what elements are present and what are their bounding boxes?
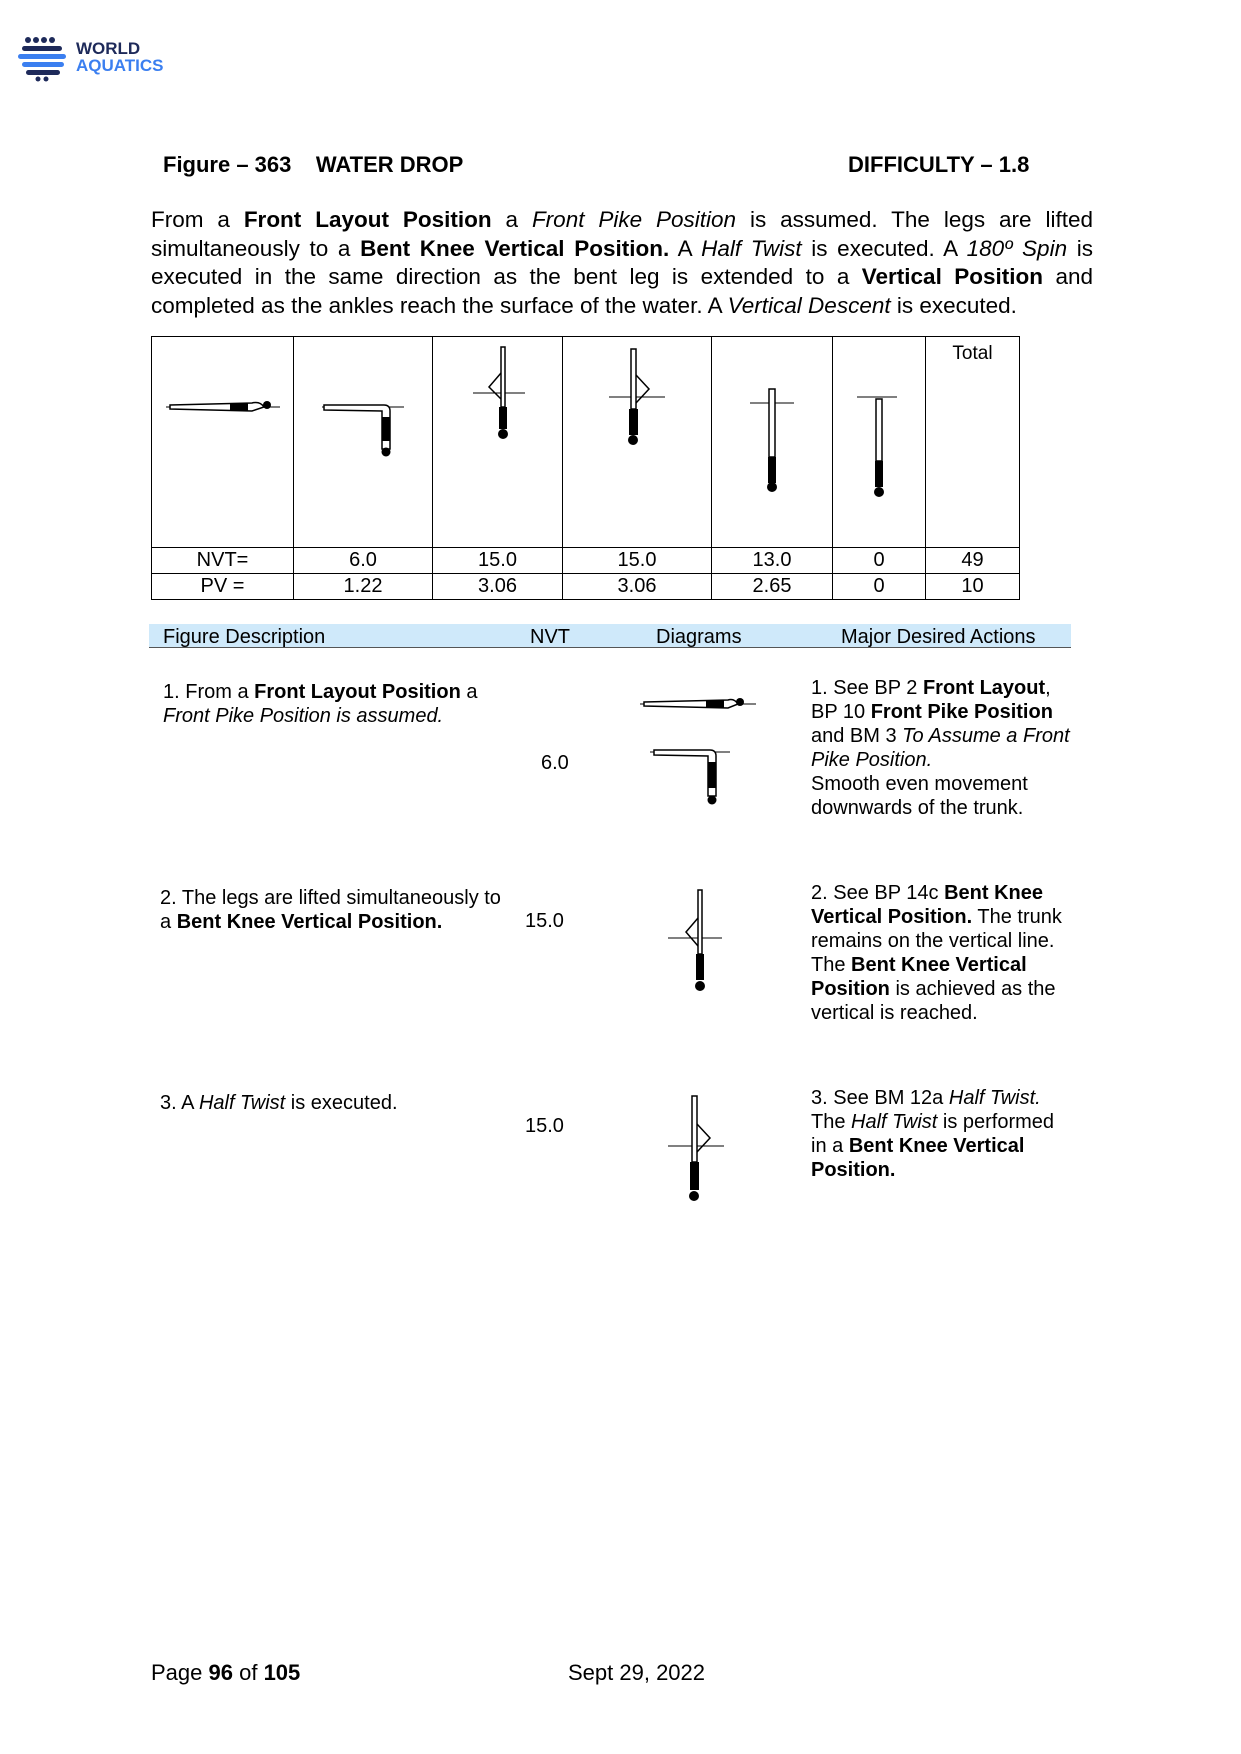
logo-wordmark <box>76 40 164 74</box>
difficulty-label: DIFFICULTY – 1.8 <box>848 152 1030 177</box>
total-header-cell <box>926 337 1020 548</box>
nvt-value: 13.0 <box>712 548 833 574</box>
diagram-cell-bent-knee <box>433 337 563 548</box>
diagram-cell-descent <box>833 337 926 548</box>
diagram-cell-front-layout <box>152 337 294 548</box>
nvt-value: 15.0 <box>563 548 712 574</box>
step-2-description: 2. The legs are lifted simultaneously to a Bent Knee Vertical Position. <box>160 887 501 933</box>
step-3-diagram <box>658 1090 732 1208</box>
col-diagrams: Diagrams <box>656 626 742 648</box>
nvt-total: 49 <box>926 548 1020 574</box>
diagram-cell-front-pike <box>294 337 433 548</box>
figure-title: Figure – 363 WATER DROP <box>163 152 464 177</box>
step-1-actions: 1. See BP 2 Front Layout, BP 10 Front Pike Position and BM 3 To Assume a Front Pike Position. Smooth even movement downwards of the trunk. <box>811 677 1070 819</box>
pv-row <box>152 574 1020 600</box>
footer-date: Sept 29, 2022 <box>568 1660 706 1685</box>
diagram-row <box>152 337 1020 548</box>
diagram-cell-half-twist <box>563 337 712 548</box>
col-nvt: NVT <box>530 626 570 648</box>
pv-value: 3.06 <box>563 574 712 600</box>
diagram-cell-spin <box>712 337 833 548</box>
step-3-nvt: 15.0 <box>525 1115 564 1137</box>
pv-value: 1.22 <box>294 574 433 600</box>
step-1-diagram <box>636 690 762 816</box>
pv-total: 10 <box>926 574 1020 600</box>
pv-label: PV = <box>152 574 294 600</box>
step-2-actions: 2. See BP 14c Bent Knee Vertical Position. The trunk remains on the vertical line. The Bent Knee Vertical Position is achieved as the vertical is reached. <box>811 882 1062 1024</box>
col-figure-description: Figure Description <box>163 626 326 648</box>
step-1-description: 1. From a Front Layout Position a Front Pike Position is assumed. <box>163 681 478 727</box>
intro-paragraph: From a Front Layout Position a Front Pike Position is assumed. The legs are lifted simultaneously to a Bent Knee Vertical Position. A Half Twist is executed. A 180º Spin is executed in the same direction as the bent leg is extended to a Vertical Position and completed as the ankles reach the surface of the water. A Vertical Descent is executed. <box>151 207 1094 318</box>
pv-value: 2.65 <box>712 574 833 600</box>
nvt-row <box>152 548 1020 574</box>
nvt-value: 15.0 <box>433 548 563 574</box>
score-table <box>151 336 1020 600</box>
nvt-value: 0 <box>833 548 926 574</box>
step-1-nvt: 6.0 <box>541 752 569 774</box>
logo-line2: AQUATICS <box>76 56 164 75</box>
nvt-label: NVT= <box>152 548 294 574</box>
description-header <box>149 624 1071 648</box>
nvt-value: 6.0 <box>294 548 433 574</box>
pv-value: 0 <box>833 574 926 600</box>
step-2-diagram <box>660 884 730 996</box>
page-number: Page 96 of 105 <box>151 1660 301 1685</box>
step-3-actions: 3. See BM 12a Half Twist. The Half Twist is performed in a Bent Knee Vertical Position. <box>811 1087 1055 1181</box>
logo-line1: WORLD <box>76 39 141 58</box>
col-major-desired-actions: Major Desired Actions <box>841 626 1036 648</box>
step-3-description: 3. A Half Twist is executed. <box>160 1092 398 1114</box>
pv-value: 3.06 <box>433 574 563 600</box>
step-2-nvt: 15.0 <box>525 910 564 932</box>
total-header: Total <box>952 343 993 364</box>
